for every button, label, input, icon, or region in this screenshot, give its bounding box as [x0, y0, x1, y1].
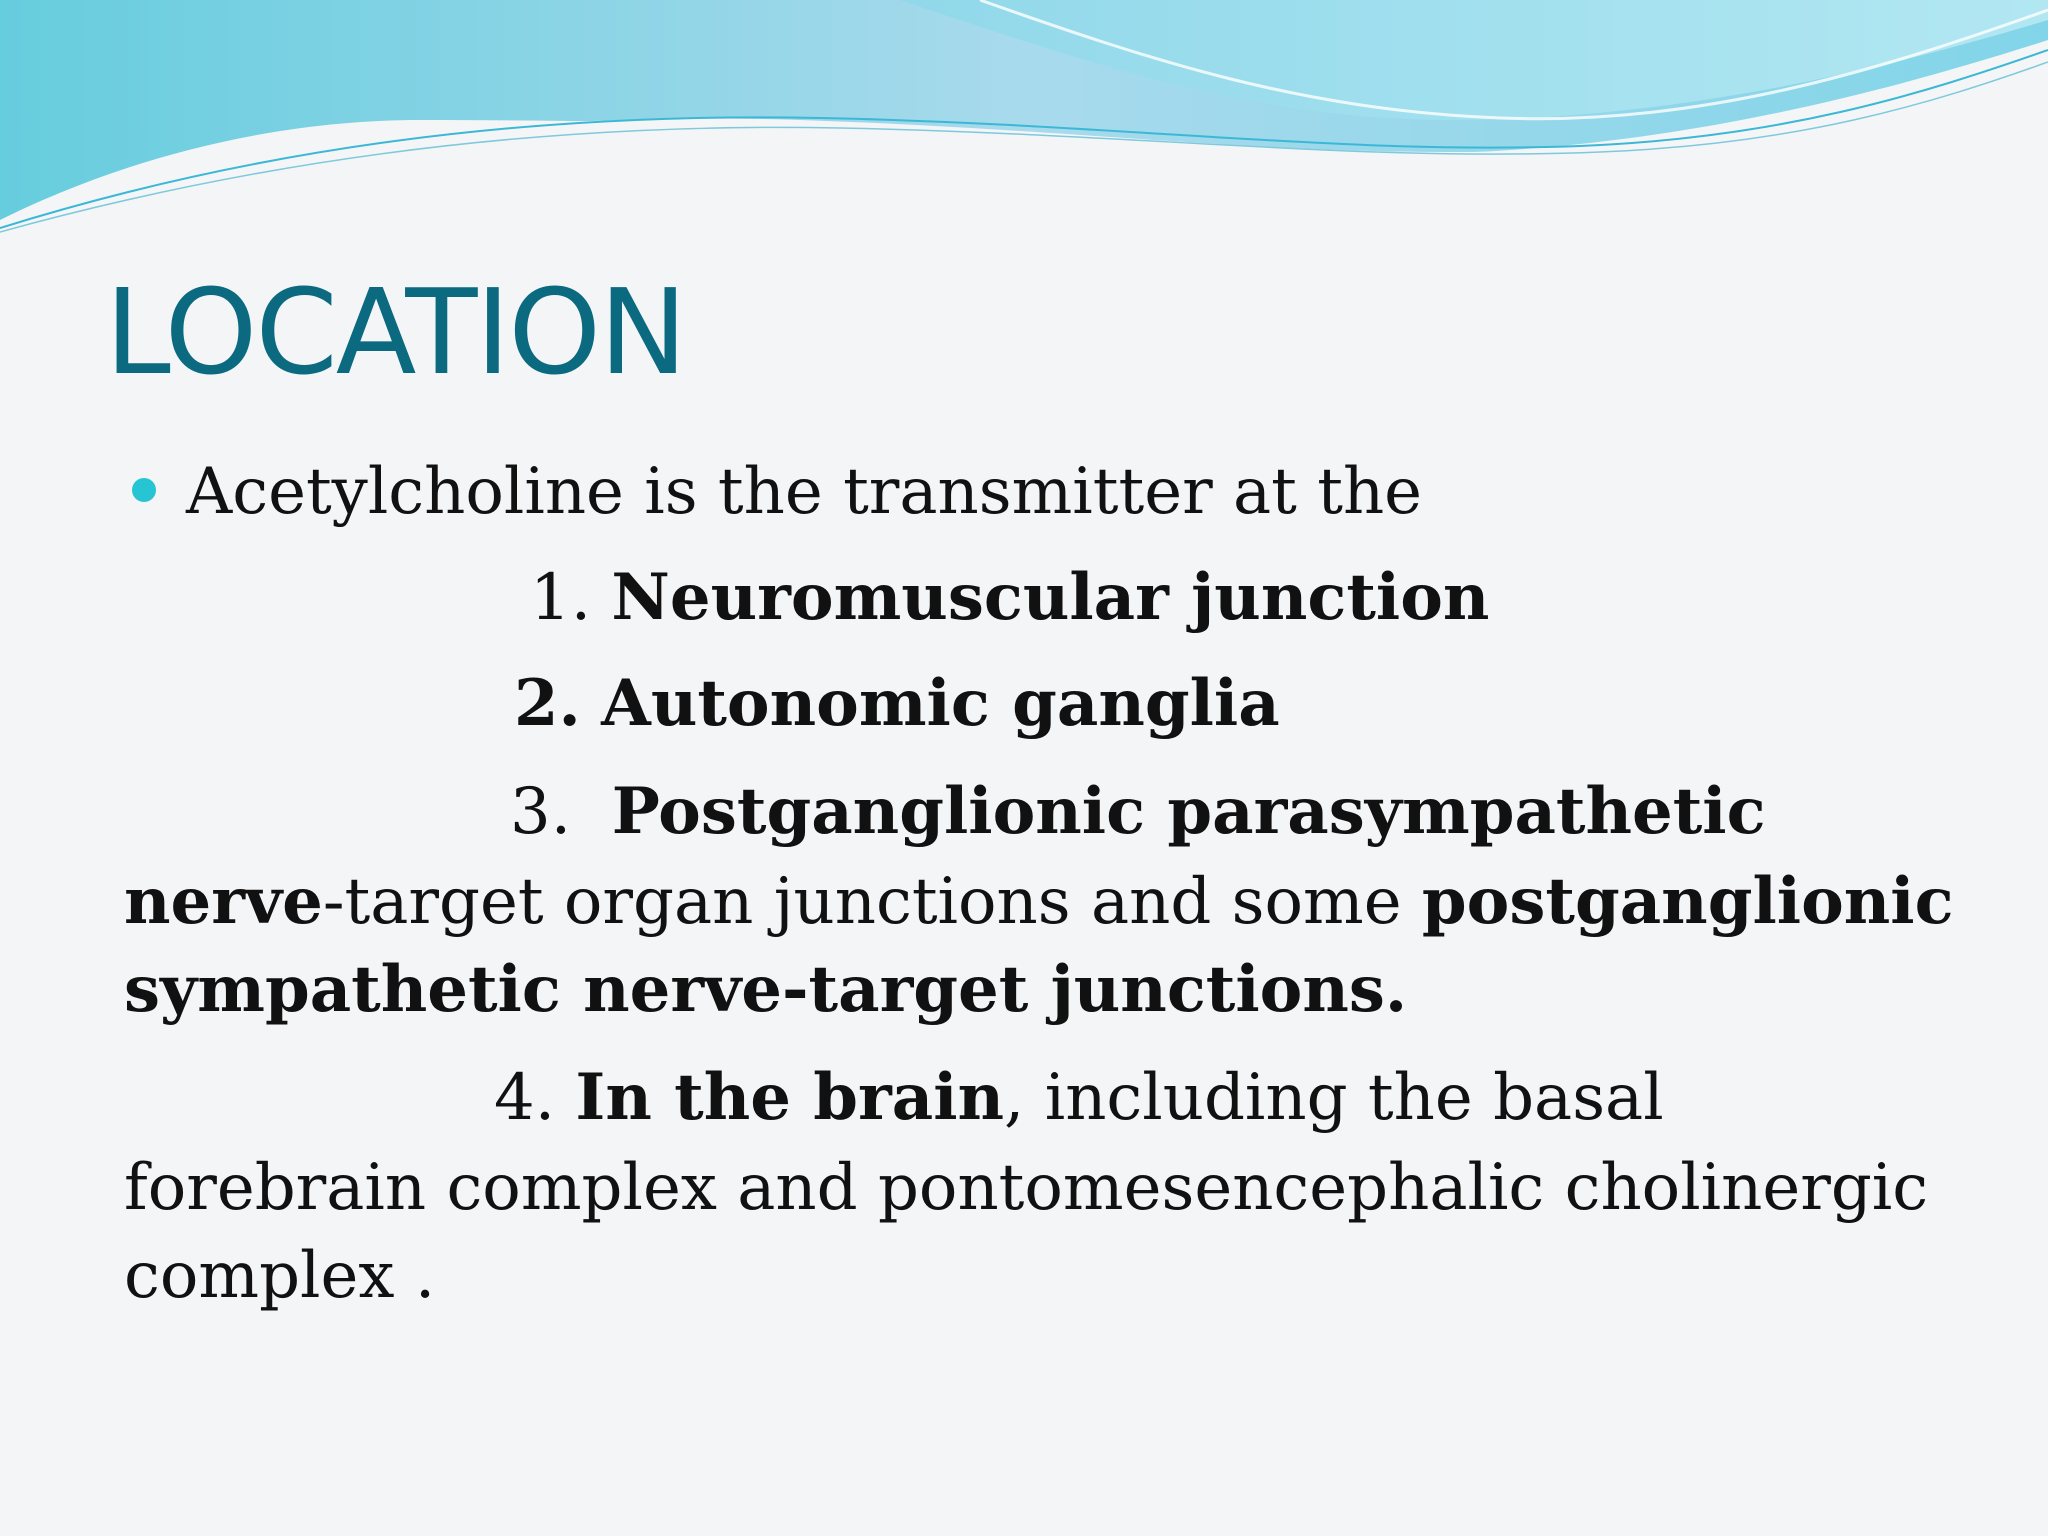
- list-item-2: [514, 660, 1280, 748]
- list-item-1: [530, 554, 1489, 642]
- list-item-3-line-2: [124, 858, 1954, 946]
- list-item-4-line-3: complex .: [124, 1239, 436, 1313]
- item-heading: Neuromuscular junction: [611, 560, 1490, 635]
- item-text-strong: postganglionic: [1421, 864, 1954, 939]
- item-text: -target organ junctions and some: [322, 865, 1422, 939]
- item-heading: Autonomic ganglia: [601, 666, 1280, 741]
- item-text-strong: nerve: [124, 864, 323, 939]
- item-number: 1.: [530, 561, 592, 635]
- item-heading: In the brain: [575, 1060, 1005, 1135]
- item-heading: Postganglionic parasympathetic: [611, 774, 1766, 849]
- list-item-4-line-2: forebrain complex and pontomesencephalic cholinergic: [124, 1151, 1929, 1225]
- list-item-3-line-3: sympathetic nerve-target junctions.: [124, 952, 1408, 1027]
- bullet-icon: [132, 478, 156, 502]
- item-text: , including the basal: [1004, 1061, 1664, 1135]
- list-item-4: [494, 1054, 1664, 1142]
- list-item-3: [510, 768, 1766, 856]
- item-number: 2.: [514, 666, 581, 741]
- item-number: 4.: [494, 1061, 556, 1135]
- slide-title: LOCATION: [105, 263, 686, 401]
- item-number: 3.: [510, 775, 572, 849]
- bullet-intro: Acetylcholine is the transmitter at the: [186, 455, 1423, 529]
- header-wave-decoration: [0, 0, 2048, 240]
